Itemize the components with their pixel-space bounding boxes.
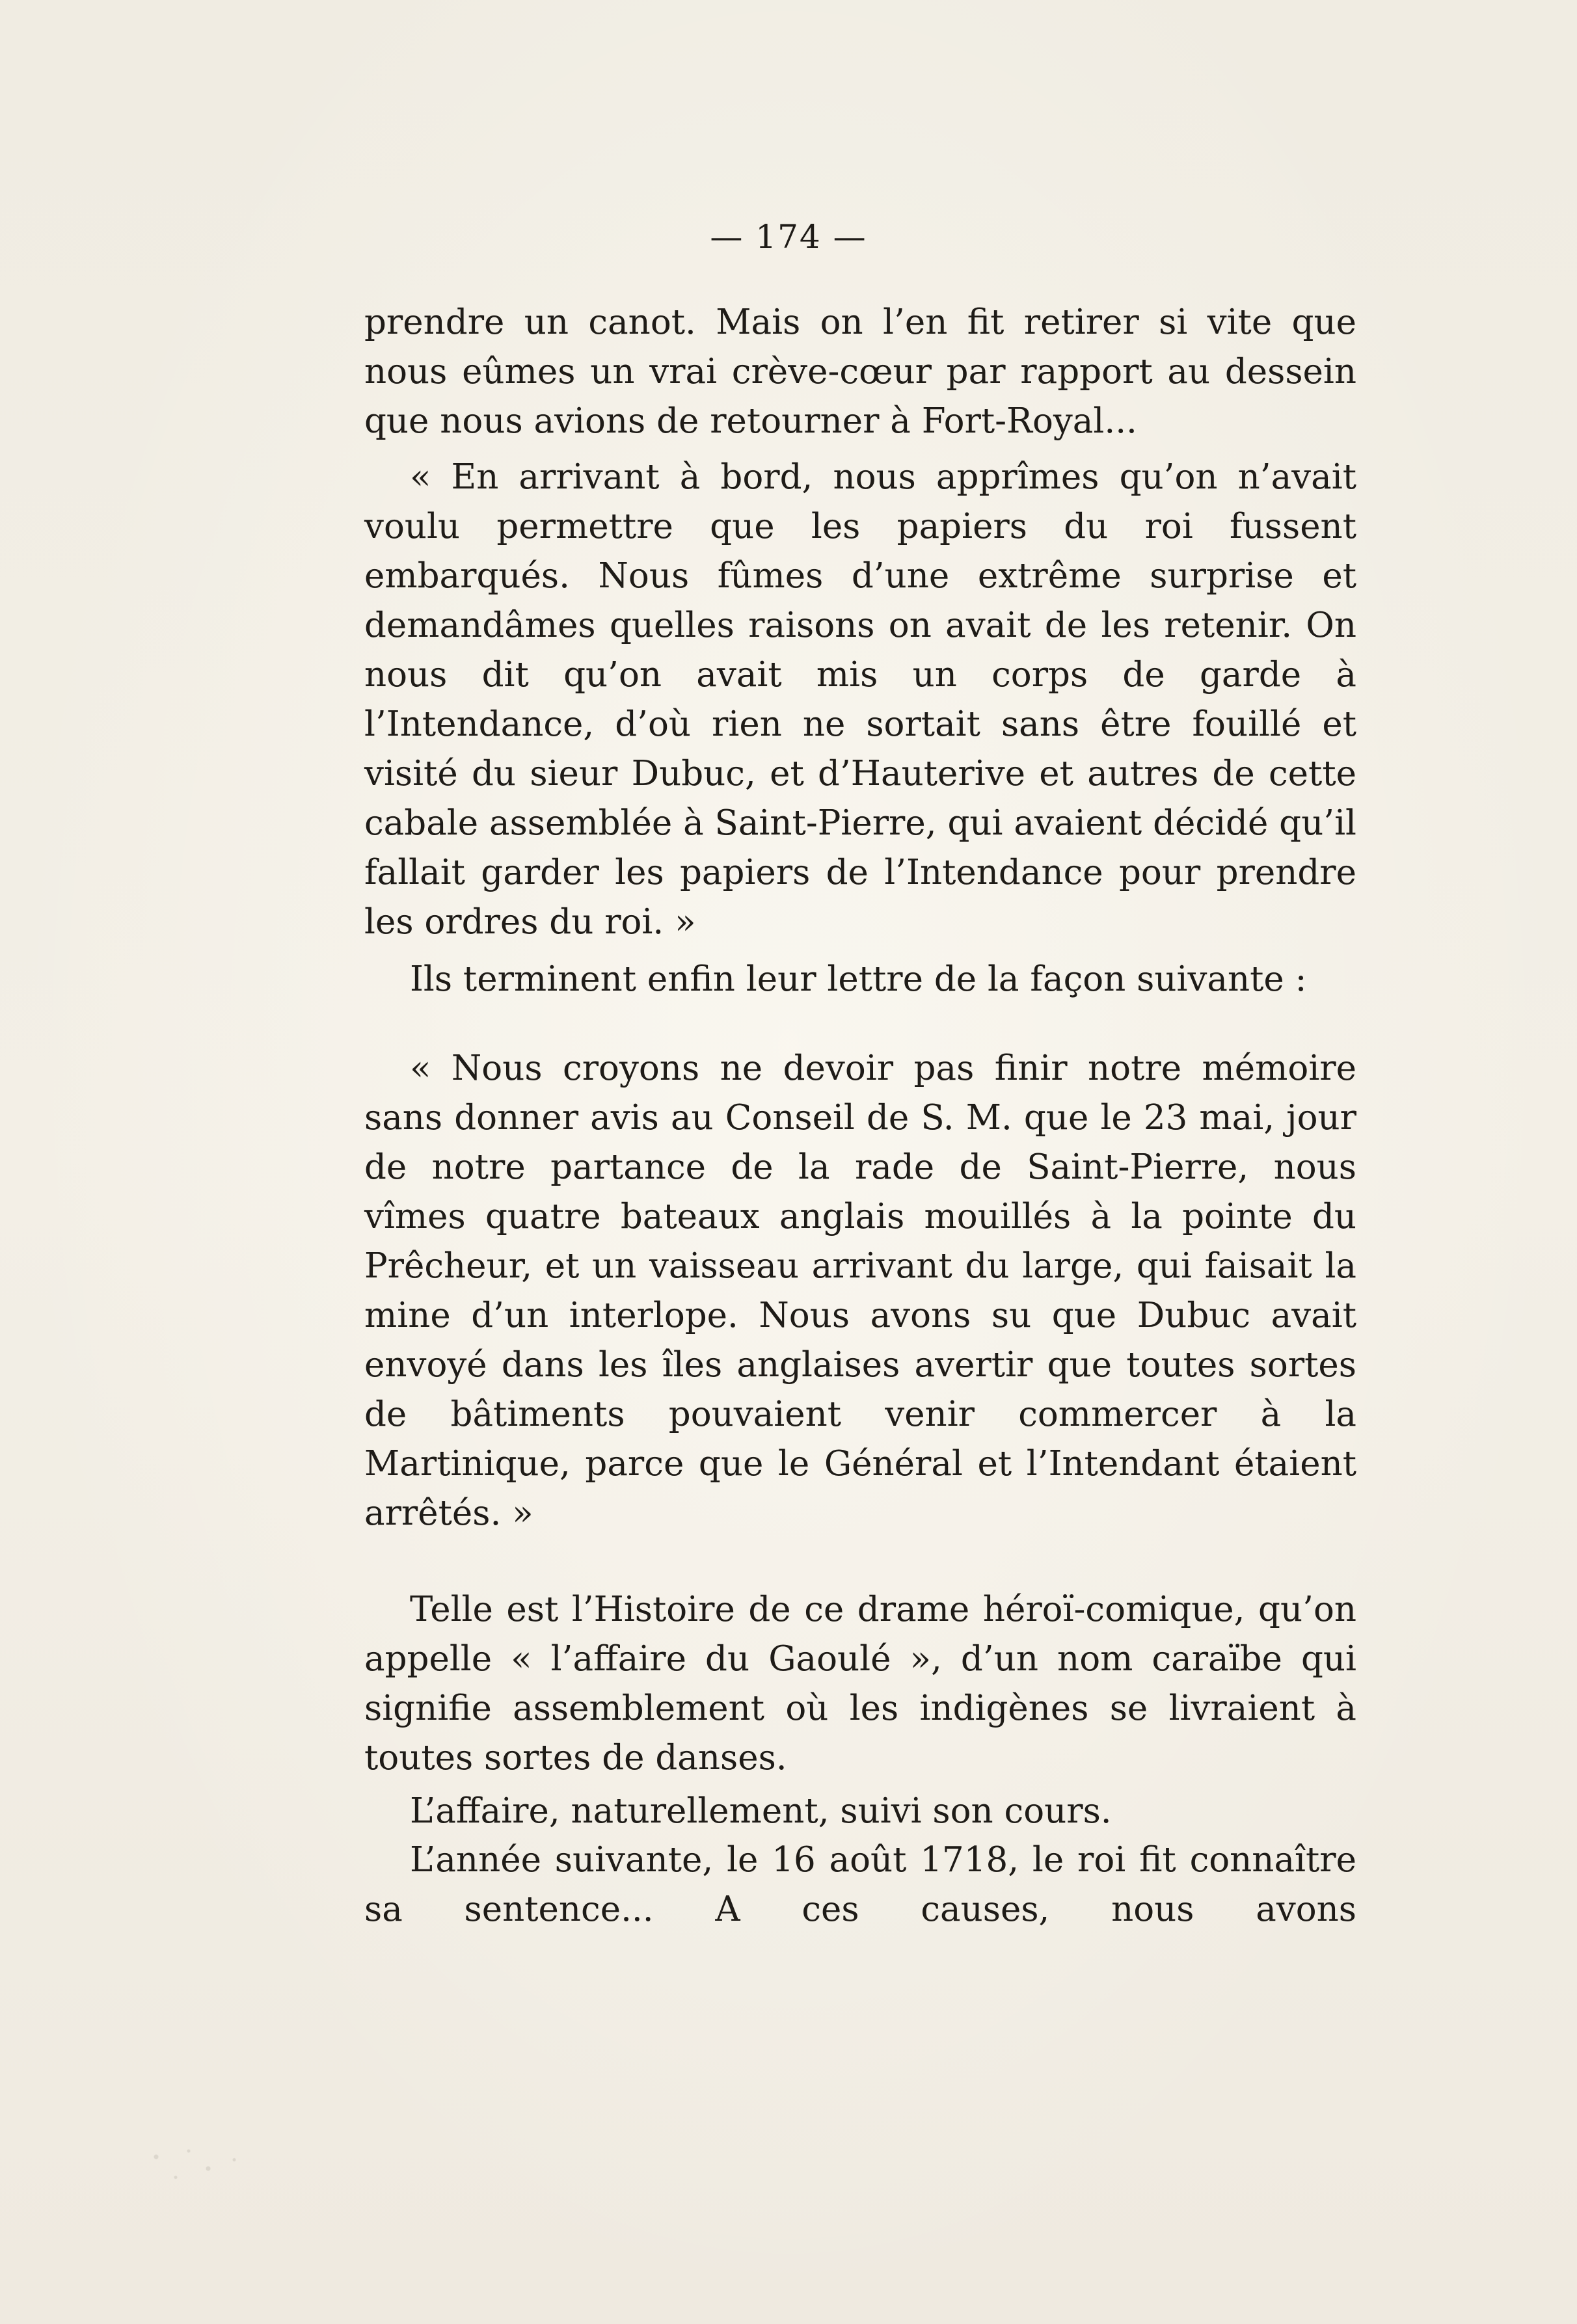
paragraph-affaire: L’affaire, naturellement, suivi son cours. bbox=[410, 1791, 1112, 1831]
paragraph-sentence: L’année suivante, le 16 août 1718, le roi fit connaître sa sentence... A ces causes, nous avons bbox=[364, 1840, 1356, 1929]
page-number: — 174 — bbox=[710, 218, 867, 256]
paragraph-quote-arrival: « En arrivant à bord, nous apprîmes qu’on n’avait voulu permettre que les papiers du roi fussent embarqués. Nous fûmes d’une extrême surprise et demandâmes quelles raisons on avait de les retenir. On nous dit qu’on avait mis un corps de garde à l’Intendance, d’où rien ne sortait sans être fouillé et visité du sieur Dubuc, et d’Hauterive et autres de cette cabale assemblée à Saint-Pierre, qui avaient décidé qu’il fallait garder les papiers de l’Intendance pour prendre les ordres du roi. » bbox=[364, 457, 1356, 942]
paragraph-letter-intro: Ils terminent enfin leur lettre de la façon suivante : bbox=[410, 959, 1307, 999]
paper-smudge bbox=[130, 2133, 260, 2192]
paragraph-quote-memoire: « Nous croyons ne devoir pas finir notre mémoire sans donner avis au Conseil de S. M. que le 23 mai, jour de notre partance de la rade de Saint-Pierre, nous vîmes quatre bateaux anglais mouillés à la pointe du Prêcheur, et un vaisseau arrivant du large, qui faisait la mine d’un interlope. Nous avons su que Dubuc avait envoyé dans les îles anglaises avertir que toutes sortes de bâtiments pouvaient venir commercer à la Martinique, parce que le Général et l’Intendant étaient arrêtés. » bbox=[364, 1048, 1356, 1533]
paragraph-continuation: prendre un canot. Mais on l’en fit retirer si vite que nous eûmes un vrai crève-cœur par rapport au dessein que nous avions de retourner à Fort-Royal... bbox=[364, 302, 1356, 441]
paragraph-gaoule: Telle est l’Histoire de ce drame héroï-comique, qu’on appelle « l’affaire du Gaoulé », d’un nom caraïbe qui signifie assemblement où les indigènes se livraient à toutes sortes de danses. bbox=[364, 1590, 1356, 1778]
